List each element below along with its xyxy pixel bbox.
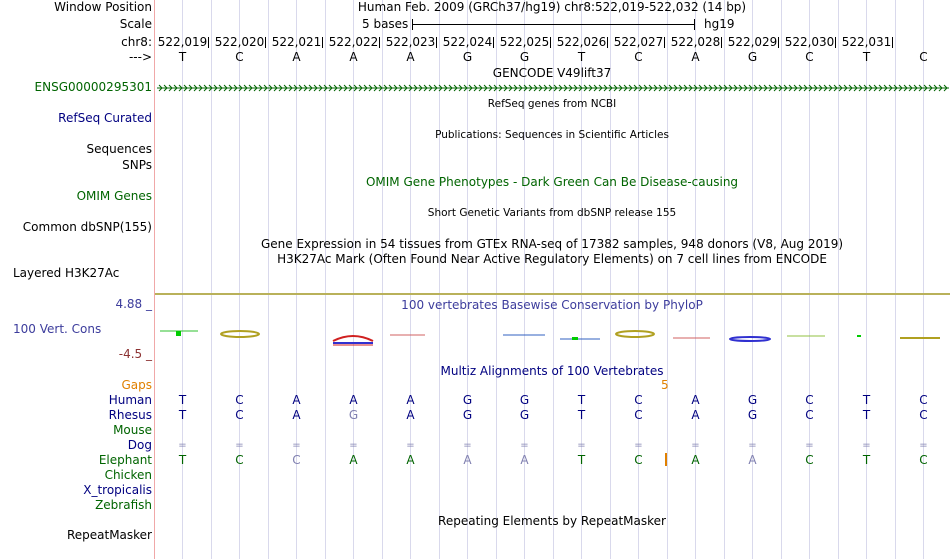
- reference-base: C: [235, 50, 244, 64]
- species-label[interactable]: Elephant: [98, 453, 152, 467]
- scale-bar-left-tick: [412, 19, 413, 30]
- alignment-base: G: [462, 408, 473, 422]
- alignment-base: G: [462, 393, 473, 407]
- gencode-gene-feature[interactable]: [157, 82, 949, 94]
- multiz-track-title: Multiz Alignments of 100 Vertebrates: [440, 364, 664, 378]
- ruler-position: 522,024: [442, 35, 493, 49]
- ruler-tick: [778, 37, 779, 48]
- alignment-base: T: [178, 453, 187, 467]
- gap-count: 5: [661, 378, 669, 392]
- alignment-base: A: [691, 453, 700, 467]
- reference-base: A: [349, 50, 358, 64]
- alignment-base: =: [235, 440, 244, 451]
- ruler-tick: [208, 37, 209, 48]
- ruler-tick: [322, 37, 323, 48]
- ruler-tick: [607, 37, 608, 48]
- species-label[interactable]: Chicken: [104, 468, 152, 482]
- sequences-label[interactable]: Sequences: [86, 142, 152, 156]
- reference-base: G: [747, 50, 758, 64]
- ruler-tick: [436, 37, 437, 48]
- alignment-base: A: [292, 408, 301, 422]
- ruler-position: 522,029: [727, 35, 778, 49]
- alignment-base: A: [748, 453, 757, 467]
- ruler-tick: [265, 37, 266, 48]
- ruler-position: 522,027: [613, 35, 664, 49]
- cons-max-label: 4.88 _: [115, 297, 152, 311]
- alignment-base: =: [292, 440, 301, 451]
- alignment-base: C: [805, 453, 814, 467]
- cons-min-label: -4.5 _: [118, 347, 152, 361]
- gencode-gene-label[interactable]: ENSG00000295301: [34, 80, 152, 94]
- ruler-tick: [664, 37, 665, 48]
- alignment-base: =: [862, 440, 871, 451]
- reference-base: C: [805, 50, 814, 64]
- alignment-base: =: [634, 440, 643, 451]
- alignment-base: T: [577, 408, 586, 422]
- ruler-tick: [835, 37, 836, 48]
- alignment-base: C: [292, 453, 301, 467]
- scale-text: 5 bases: [362, 17, 409, 31]
- repeatmasker-track-title: Repeating Elements by RepeatMasker: [438, 514, 666, 528]
- alignment-base: =: [520, 440, 529, 451]
- reference-base: A: [691, 50, 700, 64]
- reference-base: T: [178, 50, 187, 64]
- alignment-base: C: [919, 393, 928, 407]
- ruler-tick: [379, 37, 380, 48]
- alignment-base: A: [349, 393, 358, 407]
- reference-base: C: [919, 50, 928, 64]
- reference-base: C: [634, 50, 643, 64]
- ruler-position: 522,031: [841, 35, 892, 49]
- alignment-base: G: [519, 393, 530, 407]
- gencode-track-title: GENCODE V49lift37: [492, 66, 612, 80]
- alignment-base: A: [520, 453, 529, 467]
- alignment-base: G: [348, 408, 359, 422]
- alignment-base: C: [919, 453, 928, 467]
- alignment-base: =: [919, 440, 928, 451]
- dbsnp-label[interactable]: Common dbSNP(155): [22, 220, 152, 234]
- scale-bar: [412, 24, 695, 25]
- alignment-base: T: [577, 393, 586, 407]
- alignment-base: =: [406, 440, 415, 451]
- alignment-base: C: [235, 393, 244, 407]
- window-position-label: Window Position: [54, 0, 152, 14]
- alignment-base: A: [406, 408, 415, 422]
- alignment-base: A: [691, 408, 700, 422]
- alignment-base: A: [292, 393, 301, 407]
- snps-label[interactable]: SNPs: [122, 158, 152, 172]
- alignment-base: C: [235, 408, 244, 422]
- species-label[interactable]: Mouse: [113, 423, 152, 437]
- alignment-base: T: [862, 393, 871, 407]
- alignment-base: =: [178, 440, 187, 451]
- alignment-base: A: [691, 393, 700, 407]
- ruler-position: 522,030: [784, 35, 835, 49]
- assembly-label: hg19: [704, 17, 735, 31]
- alignment-base: T: [862, 453, 871, 467]
- species-label[interactable]: Rhesus: [108, 408, 152, 422]
- alignment-base: C: [634, 453, 643, 467]
- ruler-tick: [493, 37, 494, 48]
- dbsnp-track-title: Short Genetic Variants from dbSNP release 155: [427, 207, 677, 219]
- ruler-tick: [892, 37, 893, 48]
- h3k27ac-track-title: H3K27Ac Mark (Often Found Near Active Regulatory Elements) on 7 cell lines from ENCODE: [277, 252, 827, 266]
- h3k27ac-baseline: [155, 293, 950, 295]
- alignment-base: C: [634, 408, 643, 422]
- alignment-base: C: [919, 408, 928, 422]
- strand-arrow-label: --->: [128, 50, 152, 64]
- alignment-base: T: [577, 453, 586, 467]
- chr-label: chr8:: [121, 35, 152, 49]
- alignment-base: A: [406, 453, 415, 467]
- ruler-position: 522,021: [271, 35, 322, 49]
- repeatmasker-label[interactable]: RepeatMasker: [66, 528, 152, 542]
- ruler-position: 522,025: [499, 35, 550, 49]
- alignment-base: A: [406, 393, 415, 407]
- scale-label: Scale: [119, 17, 152, 31]
- cons-track-label[interactable]: 100 Vert. Cons: [13, 322, 102, 336]
- alignment-base: =: [748, 440, 757, 451]
- gtex-track-title: Gene Expression in 54 tissues from GTEx RNA-seq of 17382 samples, 948 donors (V8, Aug 2019): [260, 237, 844, 251]
- scale-bar-right-tick: [694, 19, 695, 30]
- alignment-base: G: [747, 408, 758, 422]
- alignment-base: T: [862, 408, 871, 422]
- alignment-base: =: [805, 440, 814, 451]
- alignment-base: =: [349, 440, 358, 451]
- ruler-position: 522,026: [556, 35, 607, 49]
- alignment-base: C: [634, 393, 643, 407]
- species-label[interactable]: X_tropicalis: [83, 483, 152, 497]
- alignment-base: C: [805, 408, 814, 422]
- ruler-position: 522,023: [385, 35, 436, 49]
- species-label[interactable]: Human: [108, 393, 152, 407]
- alignment-base: =: [691, 440, 700, 451]
- species-label[interactable]: Dog: [127, 438, 152, 452]
- reference-base: G: [462, 50, 473, 64]
- alignment-base: A: [463, 453, 472, 467]
- refseq-curated-label[interactable]: RefSeq Curated: [58, 111, 152, 125]
- reference-base: T: [577, 50, 586, 64]
- alignment-base: C: [805, 393, 814, 407]
- alignment-base: G: [747, 393, 758, 407]
- ruler-position: 522,028: [670, 35, 721, 49]
- alignment-base: A: [349, 453, 358, 467]
- ruler-tick: [721, 37, 722, 48]
- reference-base: A: [292, 50, 301, 64]
- ruler-position: 522,022: [328, 35, 379, 49]
- alignment-base: T: [178, 393, 187, 407]
- alignment-base: T: [178, 408, 187, 422]
- omim-track-title: OMIM Gene Phenotypes - Dark Green Can Be Disease-causing: [365, 175, 739, 189]
- alignment-base: =: [577, 440, 586, 451]
- reference-base: G: [519, 50, 530, 64]
- label-separator: [154, 0, 155, 559]
- alignment-base: =: [463, 440, 472, 451]
- reference-base: A: [406, 50, 415, 64]
- publications-track-title: Publications: Sequences in Scientific Articles: [435, 129, 669, 141]
- reference-base: T: [862, 50, 871, 64]
- phylop-glyphs: [155, 325, 950, 353]
- ruler-tick: [550, 37, 551, 48]
- position-title: Human Feb. 2009 (GRCh37/hg19) chr8:522,019-522,032 (14 bp): [357, 0, 747, 14]
- omim-genes-label[interactable]: OMIM Genes: [76, 189, 152, 203]
- alignment-base: C: [235, 453, 244, 467]
- refseq-track-title: RefSeq genes from NCBI: [487, 98, 617, 110]
- alignment-base: G: [519, 408, 530, 422]
- ruler-position: 522,019: [157, 35, 208, 49]
- h3k27ac-label[interactable]: Layered H3K27Ac: [13, 266, 120, 280]
- ruler-position: 522,020: [214, 35, 265, 49]
- phylop-track-title: 100 vertebrates Basewise Conservation by PhyloP: [401, 298, 703, 312]
- gaps-label: Gaps: [121, 378, 152, 392]
- species-label[interactable]: Zebrafish: [95, 498, 152, 512]
